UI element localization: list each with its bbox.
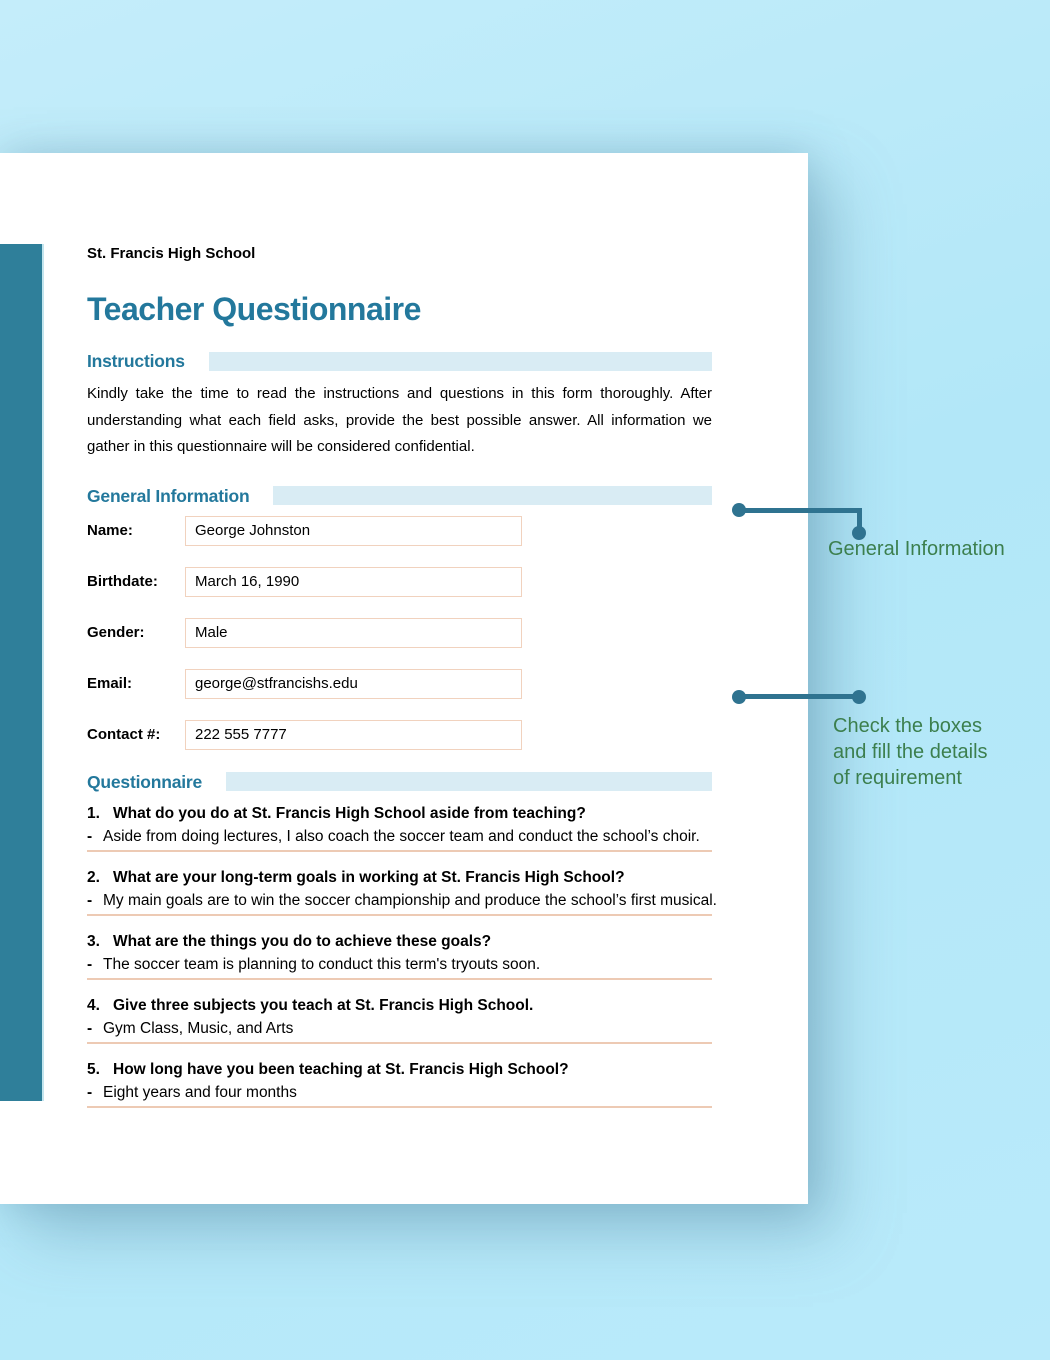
question-4-number: 4. [87,996,100,1014]
questionnaire-heading-strip [226,772,712,791]
callout-2-horizontal-line [739,694,859,699]
question-1-number: 1. [87,804,100,822]
callout-1-horizontal-line [739,508,862,513]
callout-fill-details-line-1: Check the boxes [833,715,982,737]
answer-5-text: Eight years and four months [103,1083,297,1101]
callout-2-end-dot [852,690,866,704]
question-4-text: Give three subjects you teach at St. Francis High School. [113,996,534,1014]
contact-number-label: Contact #: [87,726,161,743]
general-information-form [87,516,712,750]
answer-5-dash: - [87,1083,93,1101]
question-block-4 [87,995,712,1044]
question-1 [87,803,712,825]
email-field[interactable]: george@stfrancishs.edu [185,669,522,699]
question-block-3 [87,931,712,980]
answer-5-line[interactable] [87,1083,712,1108]
callout-general-information-label: General Information [828,538,1005,560]
answer-2-text: My main goals are to win the soccer championship and produce the school’s first musical. [103,891,717,909]
answer-2-line[interactable] [87,891,717,916]
gender-field[interactable]: Male [185,618,522,648]
birthdate-field[interactable]: March 16, 1990 [185,567,522,597]
form-row-gender [87,618,712,648]
instructions-text: Kindly take the time to read the instructions and questions in this form thoroughly. After understanding what each field asks, provide the best possible answer. All information we gather in this questionnaire will be considered confidential. [87,385,712,455]
answer-1-dash: - [87,827,93,845]
callout-fill-details-line-2: and fill the details [833,741,988,763]
question-3-text: What are the things you do to achieve these goals? [113,932,492,950]
question-4 [87,995,712,1017]
question-3 [87,931,712,953]
document-page [0,153,808,1204]
question-5 [87,1059,712,1081]
question-5-text: How long have you been teaching at St. Francis High School? [113,1060,569,1078]
callout-fill-details-line-3: of requirement [833,767,962,789]
questionnaire-section-header [87,771,712,793]
answer-2-dash: - [87,891,93,909]
question-block-1 [87,803,712,852]
answer-3-line[interactable] [87,955,712,980]
answer-4-line[interactable] [87,1019,712,1044]
gender-label: Gender: [87,624,145,641]
instructions-heading: Instructions [87,351,185,371]
name-label: Name: [87,522,133,539]
teal-accent-bar [0,244,44,1101]
email-label: Email: [87,675,133,692]
general-information-heading-strip [273,486,712,505]
question-2-number: 2. [87,868,100,886]
instructions-heading-strip [209,352,712,371]
questionnaire-list [87,803,717,1108]
school-name: St. Francis High School [87,245,256,262]
answer-3-text: The soccer team is planning to conduct this term's tryouts soon. [103,955,541,973]
form-row-contact [87,720,712,750]
question-3-number: 3. [87,932,100,950]
answer-1-text: Aside from doing lectures, I also coach the soccer team and conduct the school’s choir. [103,827,700,845]
name-field[interactable]: George Johnston [185,516,522,546]
questionnaire-heading: Questionnaire [87,771,203,792]
question-block-5 [87,1059,712,1108]
question-1-text: What do you do at St. Francis High School aside from teaching? [113,804,586,822]
answer-4-text: Gym Class, Music, and Arts [103,1019,294,1037]
birthdate-label: Birthdate: [87,573,158,590]
callout-fill-details-label [833,713,988,791]
general-information-heading: General Information [87,485,250,506]
question-block-2 [87,867,717,916]
question-2 [87,867,712,889]
answer-4-dash: - [87,1019,93,1037]
general-information-section-header [87,485,712,507]
question-2-text: What are your long-term goals in working at St. Francis High School? [113,868,625,886]
instructions-section-header [87,350,712,372]
answer-3-dash: - [87,955,93,973]
document-content [87,245,717,1123]
question-5-number: 5. [87,1060,100,1078]
form-row-email [87,669,712,699]
form-row-birthdate [87,567,712,597]
form-row-name [87,516,712,546]
contact-number-field[interactable]: 222 555 7777 [185,720,522,750]
answer-1-line[interactable] [87,827,712,852]
document-title: Teacher Questionnaire [87,291,421,327]
